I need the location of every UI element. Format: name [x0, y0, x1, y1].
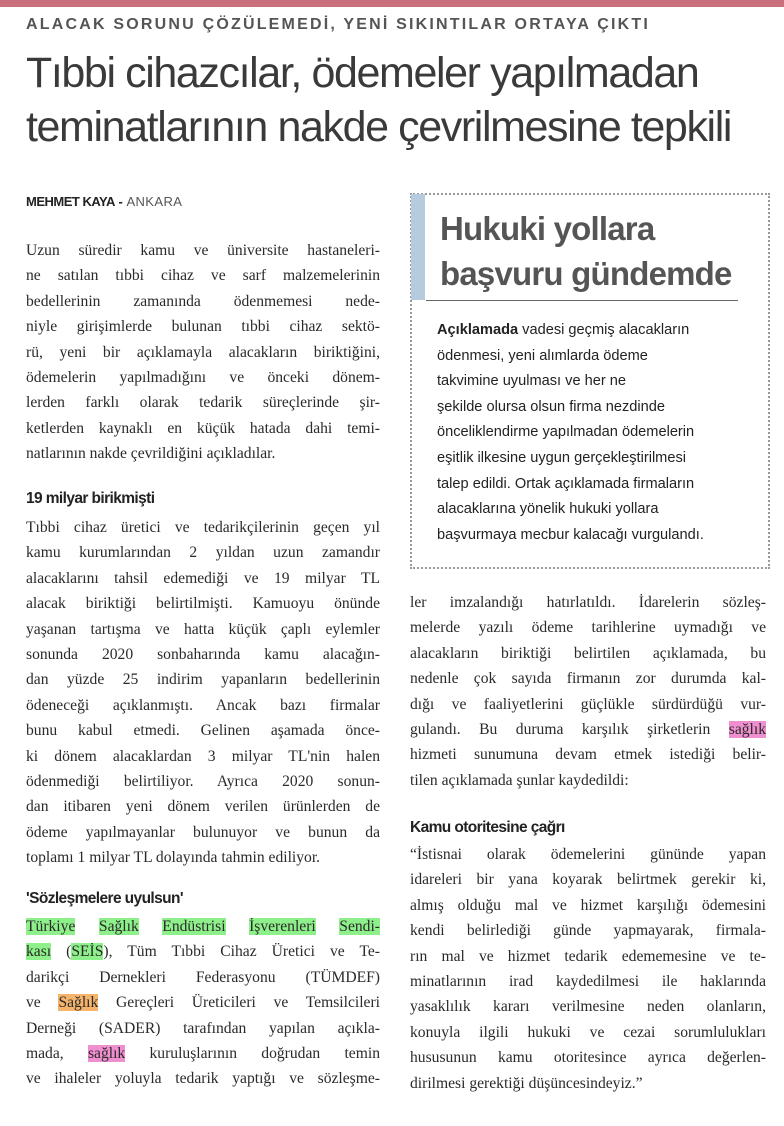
text-line: dirilmesi gerektiği düşüncesindeyiz.”: [410, 1074, 643, 1092]
text-line: ve ihaleler yoluyla tedarik yaptığı ve sözleşme-: [26, 1070, 380, 1088]
sidebar-title-line-1: Hukuki yollara: [440, 210, 655, 247]
subheading-sozlesmeler: 'Sözleşmelere uyulsun': [26, 890, 183, 907]
text-line: talep edildi. Ortak açıklamada firmaların: [437, 475, 695, 492]
text-fragment: ), Tüm Tıbbi Cihaz Üretici ve Te-: [103, 943, 380, 961]
text-line: toplamı 1 milyar TL dolayında tahmin ediliyor.: [26, 849, 321, 867]
highlight-pink: sağlık: [728, 720, 766, 738]
text-line: konuyla ilgili hukuki ve cezai sorumlulukları: [410, 1023, 766, 1041]
subheading-19-milyar: 19 milyar birikmişti: [26, 490, 155, 507]
text-line: kendi belirlediği günde yapmayarak, firmala-: [410, 922, 766, 940]
text-line: alacak biriktiği belirtilmişti. Kamuoyu önünde: [26, 595, 380, 613]
author-name: MEHMET KAYA: [26, 194, 115, 209]
text-line: melerde yazılı ödeme tarihlerine uymadığı ve: [410, 619, 766, 637]
sidebar-accent-bar: [411, 194, 425, 300]
sidebar-lead: Açıklamada: [437, 322, 519, 338]
highlight-green: Sağlık: [98, 918, 139, 935]
text-line: takvimine uyulması ve her ne: [437, 373, 626, 390]
text-fragment: mada,: [26, 1044, 88, 1062]
text-fragment: vadesi geçmiş alacakların: [518, 322, 690, 338]
text-line: nedenle çok sayıda firmanın zor durumda kal-: [410, 670, 766, 688]
text-line: başvurmaya mecbur kalacağı vurgulandı.: [437, 526, 704, 543]
text-line: bunu kabul etmedi. Gelinen aşamada önce-: [26, 722, 380, 740]
text-line: ketlerden kaynaklı en küçük hatada dahi temi-: [26, 419, 380, 437]
text-line: [26, 990, 380, 1015]
text-fragment: (: [51, 943, 72, 961]
text-fragment: ve: [26, 994, 59, 1012]
text-line: minatlarının irad kaydedilmesi ile haklarında: [410, 972, 766, 990]
text-line: rın mal ve hizmet tedarik edememesine ve te-: [410, 947, 766, 965]
text-line: bedellerinin zamanında ödenmemesi nede-: [26, 292, 380, 310]
text-line: dığı ve faaliyetlerini güçlükle sürdürdüğü vur-: [410, 695, 766, 713]
text-line: dan itibaren yeni dönem verilen ürünlerden de: [26, 798, 380, 816]
byline-city: ANKARA: [126, 194, 183, 209]
top-accent-bar: [0, 0, 784, 7]
text-fragment: kuruluşlarının doğrudan temin: [125, 1044, 380, 1062]
text-line: natlarının nakde çevrildiğini açıkladılar.: [26, 445, 276, 463]
text-line: hizmeti sunumuna devam etmek istediği belir-: [410, 746, 766, 764]
subheading-kamu-otoritesine: Kamu otoritesine çağrı: [410, 819, 565, 836]
text-line: alacaklarını tahsil edemediği ve 19 milyar TL: [26, 569, 380, 587]
byline: [26, 194, 182, 209]
highlight-green: SEİS: [71, 943, 104, 961]
byline-separator: -: [114, 194, 127, 209]
text-line: Uzun süredir kamu ve üniversite hastaneleri-: [26, 242, 380, 259]
highlight-green: Sendi-: [339, 918, 380, 935]
text-line: hususunun kamu otoritesince ayrıca değerlen-: [410, 1049, 766, 1067]
text-line: idareleri bir yana koyarak belirtmek gerekir ki,: [410, 871, 766, 889]
sidebar-title-line-2: başvuru gündemde: [440, 255, 732, 292]
left-column-p3: [26, 914, 380, 1092]
text-line: yasaklılık kararı verilmesine neden olanların,: [410, 998, 766, 1016]
right-column-quote: [410, 842, 766, 1096]
text-line: [410, 717, 766, 742]
text-fragment: gulandı. Bu duruma karşılık şirketlerin: [410, 720, 729, 738]
text-line: eşitlik ilkesine uygun gerçekleştirilmesi: [437, 449, 686, 466]
text-line: darikçi Dernekleri Federasyonu (TÜMDEF): [26, 968, 380, 986]
text-fragment: Gereçleri Üreticileri ve Temsilcileri: [98, 994, 380, 1012]
text-line: sonunda 2020 sonbaharında kamu alacağın-: [26, 645, 380, 663]
highlight-pink: sağlık: [87, 1044, 126, 1062]
text-line: dan yüzde 25 indirim yapanların bedellerinin: [26, 671, 380, 689]
text-line: niyle girişimlerde bulunan tıbbi cihaz sektö-: [26, 318, 380, 336]
highlight-green: kası: [26, 943, 52, 961]
text-line: ödenmesi, yeni alımlarda ödeme: [437, 347, 648, 364]
text-line: tilen açıklamada şunlar kaydedildi:: [410, 771, 629, 789]
text-line: lerden farklı olarak tedarik süreçlerinde şir-: [26, 394, 380, 412]
text-line: [26, 1041, 380, 1066]
text-line: ödemelerin yapılmadığını ve önceki dönem-: [26, 368, 380, 386]
highlight-green: İşverenleri: [249, 918, 316, 935]
sidebar-divider: [426, 300, 738, 301]
text-line: [437, 318, 704, 344]
text-line: ne satılan tıbbi cihaz ve sarf malzemelerinin: [26, 267, 380, 285]
text-line: Derneği (SADER) tarafından yapılan açıkla-: [26, 1019, 380, 1037]
sidebar-body: [437, 318, 704, 548]
text-line: ler imzalandığı hatırlatıldı. İdarelerin sözleş-: [410, 594, 766, 611]
headline-line-2: teminatlarının nakde çevrilmesine tepkili: [26, 103, 732, 151]
left-column-p2: [26, 515, 380, 870]
text-line: almış olduğu mal ve hizmet karşılığı ödemesini: [410, 896, 766, 914]
right-column: [410, 590, 766, 793]
text-line: ödeme yapılmayanlar bulunuyor ve bunun da: [26, 823, 380, 841]
highlight-green: Türkiye: [26, 918, 76, 935]
sidebar-title: [440, 206, 732, 296]
text-line: kamu kurumlarından 2 yıldan uzun zamandır: [26, 544, 380, 562]
text-line: yaşanan tartışma ve hatta küçük çaplı eylemler: [26, 620, 380, 638]
text-line: alacakların biriktiği belirtilen açıklamada, bu: [410, 644, 766, 662]
text-line: [26, 914, 380, 939]
headline: [26, 46, 766, 154]
text-line: ödeneceği açıklanmıştı. Ancak bazı firmalar: [26, 696, 380, 714]
highlight-green: Endüstrisi: [162, 918, 226, 935]
text-line: ödenmediği belirtiliyor. Ayrıca 2020 sonun-: [26, 772, 380, 790]
left-column: [26, 238, 380, 467]
text-line: [26, 939, 380, 964]
text-line: “İstisnai olarak ödemelerini gününde yapan: [410, 846, 766, 863]
text-line: Tıbbi cihaz üretici ve tedarikçilerinin geçen yıl: [26, 519, 380, 536]
highlight-orange: Sağlık: [58, 994, 99, 1012]
headline-line-1: Tıbbi cihazcılar, ödemeler yapılmadan: [26, 49, 699, 97]
text-line: önceliklendirme yapılmadan ödemelerin: [437, 424, 695, 441]
text-line: ki dönem alacaklardan 3 milyar TL'nin halen: [26, 747, 380, 765]
text-line: şekilde olursa olsun firma nezdinde: [437, 398, 665, 415]
kicker: ALACAK SORUNU ÇÖZÜLEMEDİ, YENİ SIKINTILAR ORTAYA ÇIKTI: [26, 16, 651, 33]
text-line: rü, yeni bir açıklamayla alacakların biriktiğini,: [26, 343, 380, 361]
text-line: alacaklarına yönelik hukuki yollara: [437, 501, 659, 518]
